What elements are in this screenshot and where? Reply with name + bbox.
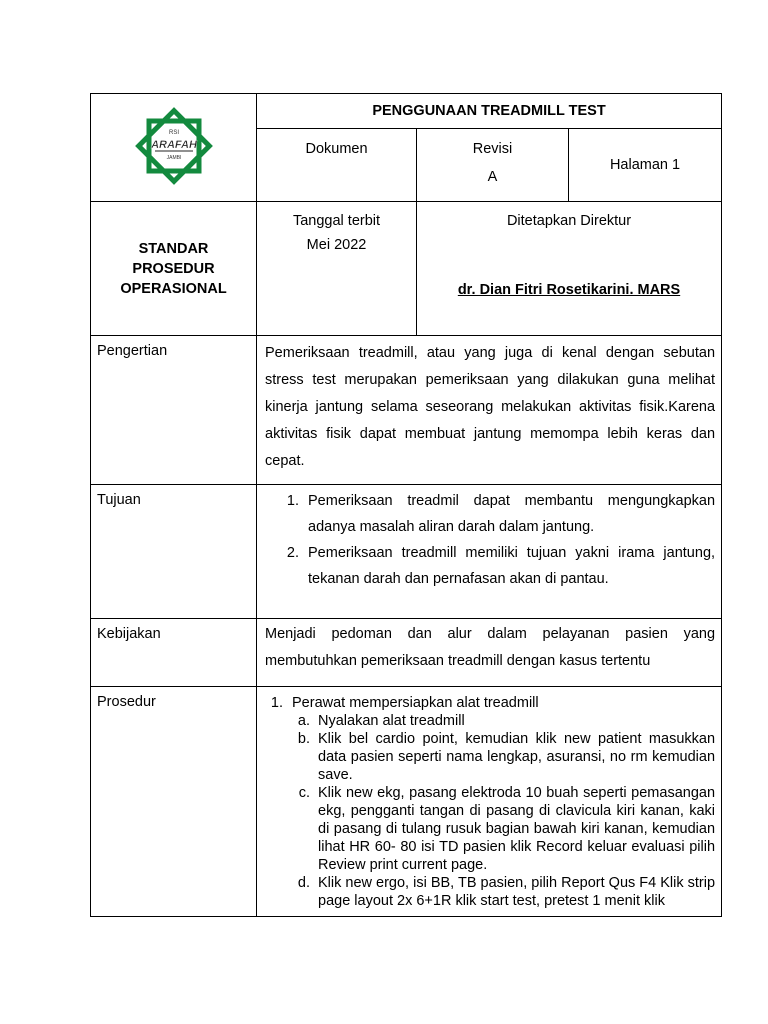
hospital-logo	[131, 103, 217, 189]
sop-table	[90, 93, 722, 917]
tujuan-content	[257, 485, 722, 619]
tanggal-value: Mei 2022	[306, 237, 367, 253]
tujuan-label: Tujuan	[91, 485, 257, 619]
tujuan-item-1: 1. Pemeriksaan treadmil dapat membantu mengungkapkan adanya masalah aliran darah dalam jantung.	[303, 488, 715, 540]
kebijakan-label: Kebijakan	[91, 619, 257, 687]
signer-name: dr. Dian Fitri Rosetikarini. MARS	[457, 282, 681, 298]
revisi-label: Revisi	[472, 141, 513, 157]
tujuan-item-2: 2. Pemeriksaan treadmill memiliki tujuan yakni irama jantung, tekanan darah dan pernafasan akan di pantau.	[303, 540, 715, 592]
logo-main-text: ARAFAH	[150, 138, 197, 151]
logo-top-text: RSI	[168, 129, 179, 136]
prosedur-substep-b: b. Klik bel cardio point, kemudian klik new patient masukkan data pasien seperti nama lengkap, asuransi, no rm kemudian save.	[314, 730, 715, 784]
prosedur-substep-c: c. Klik new ekg, pasang elektroda 10 buah seperti pemasangan ekg, pengganti tangan di pasang di clavicula kiri kanan, kaki di pasang di tulang rusuk bagian bawah kiri kanan, kemudian lihat HR 60- 80 isi TD pasien klik Record keluar evaluasi pilih Review print current page.	[314, 784, 715, 874]
prosedur-step-1	[287, 694, 715, 910]
sop-label-line-1: STANDAR	[138, 240, 209, 257]
prosedur-label: Prosedur	[91, 687, 257, 917]
kebijakan-text: Menjadi pedoman dan alur dalam pelayanan pasien yang membutuhkan pemeriksaan treadmill dengan kasus tertentu	[257, 619, 722, 687]
sop-label	[91, 202, 257, 336]
dokumen-label: Dokumen	[305, 141, 368, 157]
revisi-value: A	[487, 169, 498, 185]
prosedur-substeps	[292, 712, 715, 910]
logo-bottom-text: JAMBI	[166, 154, 181, 161]
prosedur-content	[257, 687, 722, 917]
tujuan-list	[257, 488, 721, 592]
dokumen-cell	[257, 129, 417, 202]
pengertian-label: Pengertian	[91, 336, 257, 485]
prosedur-list	[257, 694, 721, 910]
revisi-cell	[417, 129, 569, 202]
ditetapkan-label: Ditetapkan Direktur	[506, 213, 632, 229]
document-title: PENGGUNAAN TREADMILL TEST	[257, 94, 722, 129]
logo-cell	[91, 94, 257, 202]
tanggal-cell	[257, 202, 417, 336]
prosedur-substep-d: d. Klik new ergo, isi BB, TB pasien, pilih Report Qus F4 Klik strip page layout 2x 6+1R klik start test, pretest 1 menit klik	[314, 874, 715, 910]
sop-label-line-2: PROSEDUR	[132, 260, 215, 277]
prosedur-substep-a: a. Nyalakan alat treadmill	[314, 712, 715, 730]
pengertian-text: Pemeriksaan treadmill, atau yang juga di kenal dengan sebutan stress test merupakan pemeriksaan yang dilakukan guna melihat kinerja jantung selama seseorang melakukan aktivitas fisik.Karena aktivitas fisik dapat membuat jantung memompa lebih keras dan cepat.	[257, 336, 722, 485]
sop-document	[90, 93, 721, 917]
ditetapkan-cell	[417, 202, 722, 336]
halaman-label: Halaman 1	[609, 157, 681, 173]
sop-label-line-3: OPERASIONAL	[120, 280, 227, 297]
tanggal-label: Tanggal terbit	[292, 213, 381, 229]
prosedur-step-1-text: Perawat mempersiapkan alat treadmill	[292, 695, 539, 711]
halaman-cell	[569, 129, 722, 202]
